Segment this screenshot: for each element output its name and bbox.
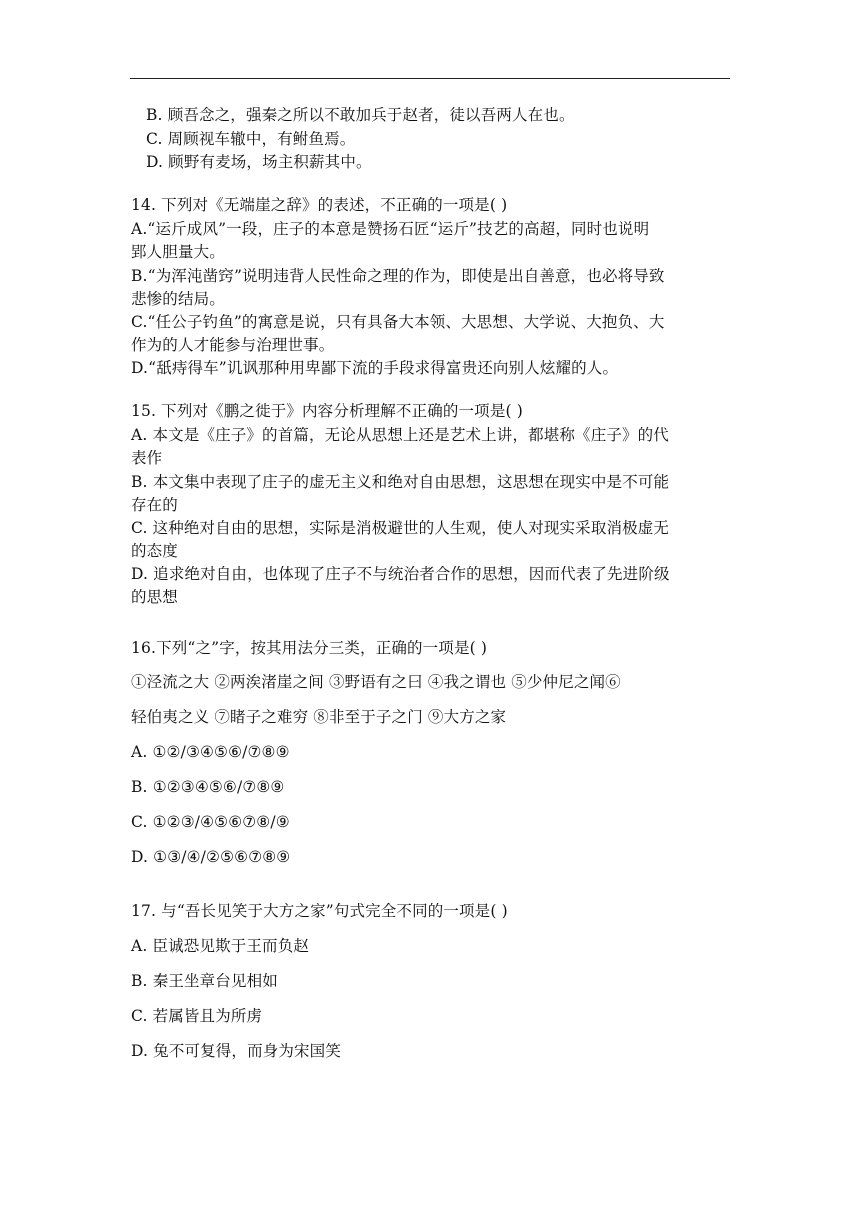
- option-d-prev: D. 顾野有麦场，场主积薪其中。: [146, 153, 372, 171]
- question-14-line: 悲惨的结局。: [131, 290, 225, 308]
- question-17-option-c: C. 若属皆且为所虏: [131, 1007, 263, 1025]
- question-16-items-line: ①泾流之大 ②两涘渚崖之间 ③野语有之曰 ④我之谓也 ⑤少仲尼之闻⑥: [131, 673, 621, 691]
- question-14-line: 郢人胆量大。: [131, 243, 225, 261]
- option-b-prev: B. 顾吾念之，强秦之所以不敢加兵于赵者，徒以吾两人在也。: [146, 106, 575, 124]
- header-rule: [130, 78, 730, 79]
- question-16-option-a: A. ①②/③④⑤⑥/⑦⑧⑨: [131, 743, 290, 761]
- question-16-stem: 16.下列“之”字，按其用法分三类，正确的一项是( ): [131, 639, 488, 657]
- question-15-line: 的态度: [131, 542, 178, 560]
- question-17-option-a: A. 臣诚恐见欺于王而负赵: [131, 937, 309, 955]
- question-15-line: D. 追求绝对自由，也体现了庄子不与统治者合作的思想，因而代表了先进阶级: [131, 565, 670, 583]
- question-14-line: 作为的人才能参与治理世事。: [131, 336, 335, 354]
- question-16-option-c: C. ①②③/④⑤⑥⑦⑧/⑨: [131, 813, 290, 831]
- question-15-line: 表作: [131, 449, 163, 467]
- question-15-line: A. 本文是《庄子》的首篇，无论从思想上还是艺术上讲，都堪称《庄子》的代: [131, 426, 669, 444]
- question-17-option-d: D. 兔不可复得，而身为宋国笑: [131, 1042, 341, 1060]
- question-16-items-line: 轻伯夷之义 ⑦睹子之难穷 ⑧非至于子之门 ⑨大方之家: [131, 708, 507, 726]
- question-16-option-d: D. ①③/④/②⑤⑥⑦⑧⑨: [131, 848, 291, 866]
- question-14-line: C.“任公子钓鱼”的寓意是说，只有具备大本领、大思想、大学说、大抱负、大: [131, 313, 665, 331]
- question-14-line: B.“为浑沌凿窍”说明违背人民性命之理的作为，即使是出自善意，也必将导致: [131, 267, 665, 285]
- question-15-line: C. 这种绝对自由的思想，实际是消极避世的人生观，使人对现实采取消极虚无: [131, 519, 670, 537]
- question-14-line: A.“运斤成风”一段，庄子的本意是赞扬石匠“运斤”技艺的高超，同时也说明: [131, 220, 650, 238]
- question-14-line: D.“舐痔得车”讥讽那种用卑鄙下流的手段求得富贵还向别人炫耀的人。: [131, 359, 619, 377]
- question-15-line: 的思想: [131, 588, 178, 606]
- question-15-line: 存在的: [131, 496, 178, 514]
- question-17-option-b: B. 秦王坐章台见相如: [131, 972, 278, 990]
- question-16-option-b: B. ①②③④⑤⑥/⑦⑧⑨: [131, 778, 285, 796]
- question-17-stem: 17. 与“吾长见笑于大方之家”句式完全不同的一项是( ): [131, 902, 508, 920]
- option-c-prev: C. 周顾视车辙中，有鲋鱼焉。: [146, 130, 356, 148]
- question-15-line: B. 本文集中表现了庄子的虚无主义和绝对自由思想，这思想在现实中是不可能: [131, 473, 670, 491]
- question-14-stem: 14. 下列对《无端崖之辞》的表述，不正确的一项是( ): [131, 196, 508, 214]
- question-15-stem: 15. 下列对《鹏之徙于》内容分析理解不正确的一项是( ): [131, 402, 523, 420]
